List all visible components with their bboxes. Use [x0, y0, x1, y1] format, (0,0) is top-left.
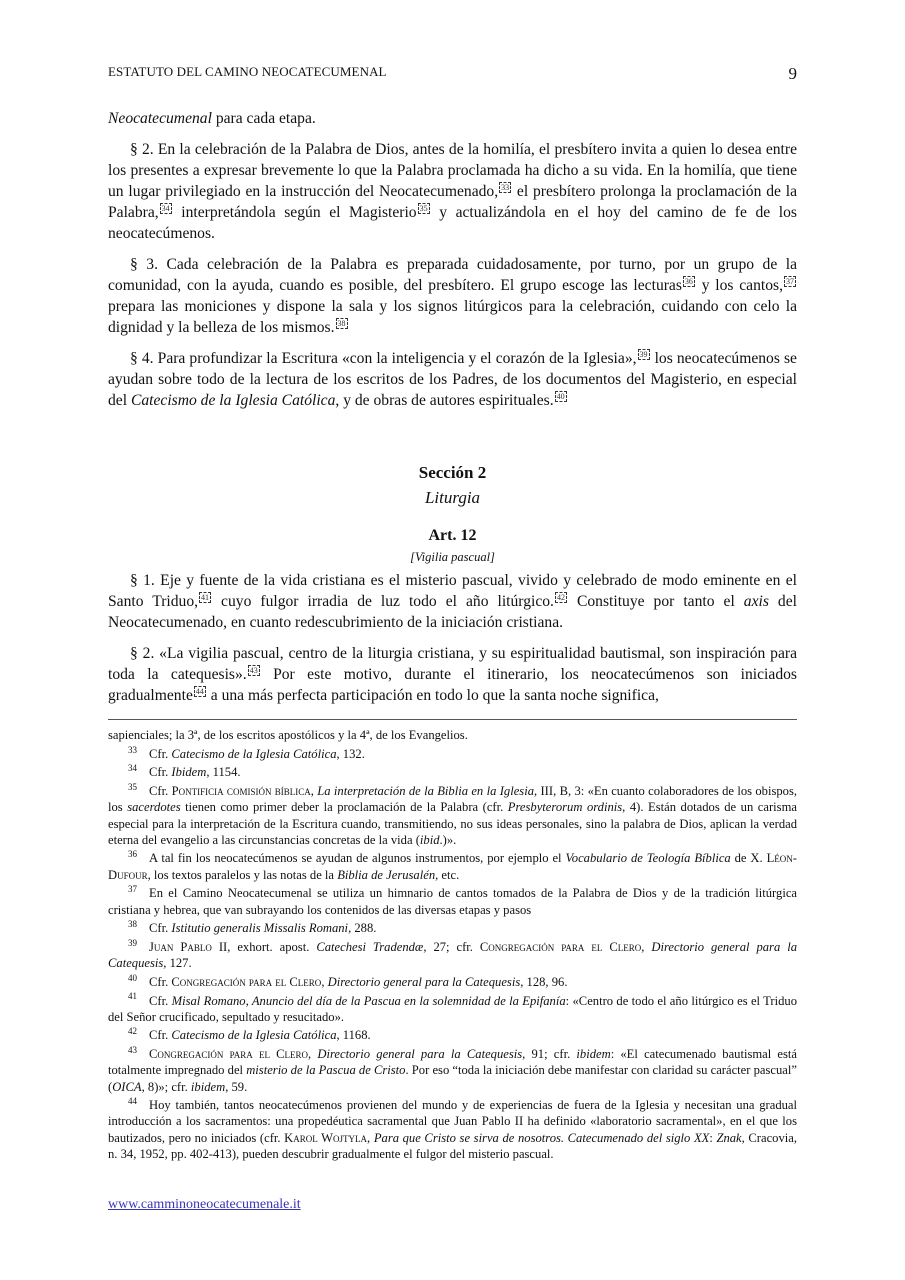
text-run: , 1168. — [336, 1028, 371, 1043]
italic-text: Istitutio generalis Missalis Romani — [171, 921, 349, 936]
italic-text: ibid — [419, 832, 440, 847]
italic-text: Directorio general para la Catequesis — [317, 1047, 523, 1062]
footnote — [108, 993, 797, 1025]
body-text — [108, 108, 797, 421]
text-run: , — [641, 939, 652, 954]
small-caps-text: Congregación para el Clero — [149, 1047, 309, 1062]
text-run: .)». — [439, 832, 457, 847]
footnote-number: 39 — [128, 937, 137, 948]
text-run: de X. — [730, 851, 767, 866]
footnote-reference[interactable]: 42 — [556, 592, 565, 602]
footnote-number: 35 — [128, 781, 137, 792]
text-run: Hoy también, tantos neocatecúmenos provienen del mundo y de experiencias de fuera de la Iglesia y necesitan una gradual introducción a los sacramentos: una propedéutica sacramental que Juan Pablo II ha definido «laboratorio sacramental», en el que los bautizados, pero no iniciados (cfr. — [108, 1098, 797, 1145]
text-run: tienen como primer deber la proclamación de la Palabra (cfr. — [180, 800, 508, 815]
text-run: : «El catecumenado bautismal está totalmente impregnado del — [108, 1047, 798, 1078]
text-run: § 1. Eje y fuente de la vida cristiana es el misterio pascual, vivido y celebrado de modo eminente en el Santo Triduo, — [108, 572, 797, 610]
italic-text: axis — [743, 593, 769, 610]
section-heading — [108, 460, 797, 510]
text-run: Cfr. — [149, 765, 172, 780]
text-run: Cfr. — [149, 1028, 172, 1043]
text-run: Constituye por tanto el — [567, 593, 744, 610]
footnote-reference[interactable]: 38 — [337, 318, 346, 328]
text-run: el presbítero prolonga la proclamación de la Palabra, — [108, 183, 797, 221]
text-run: para cada etapa. — [211, 110, 316, 127]
page-number: 9 — [788, 64, 797, 83]
footnote-reference[interactable]: 36 — [684, 276, 693, 286]
footnote — [108, 974, 797, 990]
text-run: los neocatecúmenos se ayudan sobre todo de la lectura de los escritos de los Padres, de los documentos del Magisterio, en especial del — [108, 350, 797, 409]
footnotes — [108, 727, 797, 1165]
text-run: , — [367, 1130, 374, 1145]
italic-text: Catecismo de la Iglesia Católica — [130, 392, 336, 409]
text-run: , 132. — [336, 746, 365, 761]
italic-text: Vocabulario de Teología Bíblica — [565, 851, 731, 866]
small-caps-text: Karol Wojtyla — [284, 1130, 368, 1145]
text-run: , y de obras de autores espirituales. — [335, 392, 554, 409]
text-run: , 8)»; cfr. — [141, 1079, 191, 1094]
footnote-number: 34 — [128, 763, 137, 774]
footnote-number: 44 — [128, 1096, 137, 1107]
text-run: § 4. Para profundizar la Escritura «con la inteligencia y el corazón de la Iglesia», — [130, 350, 637, 367]
footnote-number: 42 — [128, 1026, 137, 1037]
footnote-divider — [108, 719, 797, 720]
article-subtitle: [Vigilia pascual] — [410, 550, 495, 564]
text-run: , 4). Están dotados de un carisma especial para la interpretación de la Escritura cuando, transmitiendo, no sus ideas personales, sino la palabra de Dios, aplican la verdad eterna del evangelio a las circunstancias concretas de la vida ( — [108, 800, 797, 847]
italic-text: Neocatecumenal — [108, 110, 212, 127]
italic-text: Catecismo de la Iglesia Católica — [171, 1028, 337, 1043]
website-link[interactable]: www.camminoneocatecumenale.it — [108, 1197, 301, 1212]
footnote — [108, 1027, 797, 1043]
text-run: , — [310, 784, 318, 799]
text-run: , 91; cfr. — [522, 1047, 577, 1062]
italic-text: Presbyterorum ordinis — [507, 800, 623, 815]
italic-text: Catechesi Tradendæ — [316, 939, 424, 954]
text-run: , 288. — [348, 921, 377, 936]
italic-text: ibidem — [190, 1079, 226, 1094]
article-heading — [108, 525, 797, 567]
text-run: , los textos paralelos y las notas de la — [147, 867, 338, 882]
text-run: , — [308, 1047, 318, 1062]
text-run: , 127. — [163, 956, 192, 971]
text-run: A tal fin los neocatecúmenos se ayudan de algunos instrumentos, por ejemplo el — [149, 851, 566, 866]
footnote-reference[interactable]: 37 — [785, 276, 794, 286]
footnote-reference[interactable]: 44 — [195, 686, 204, 696]
footnote-reference[interactable]: 39 — [639, 349, 648, 359]
small-caps-text: Juan Pablo — [149, 939, 212, 954]
paragraph — [108, 348, 797, 411]
footnote — [108, 764, 797, 780]
text-run: Cfr. — [149, 974, 172, 989]
text-run: , 27; cfr. — [423, 939, 480, 954]
italic-text: ibidem — [576, 1047, 611, 1062]
footnote-reference[interactable]: 34 — [161, 203, 170, 213]
text-run: , III, B, 3: «En cuanto colaboradores de los obispos, los — [108, 784, 798, 815]
section-title: Sección 2 — [418, 463, 487, 482]
footnote-reference[interactable]: 41 — [201, 592, 210, 602]
text-run: Cfr. — [149, 993, 172, 1008]
paragraph — [108, 643, 797, 706]
text-run: prepara las moniciones y dispone la sala y los signos litúrgicos para la celebración, cuidando con celo la dignidad y la belleza de los mismos. — [108, 298, 797, 336]
footnote — [108, 727, 797, 743]
small-caps-text: Congregación para el Clero — [171, 974, 322, 989]
footnote-reference[interactable]: 43 — [249, 665, 258, 675]
footnote — [108, 885, 797, 917]
text-run: Cfr. — [149, 746, 172, 761]
footnote-number: 38 — [128, 919, 137, 930]
text-run: II, exhort. apost. — [211, 939, 317, 954]
italic-text: Directorio general para la Catequesis — [327, 974, 521, 989]
footnote — [108, 783, 797, 848]
footnote — [108, 746, 797, 762]
footnote — [108, 939, 797, 971]
text-run: y los cantos, — [695, 277, 783, 294]
italic-text: Biblia de Jerusalén — [337, 867, 436, 882]
italic-text: OICA — [112, 1079, 142, 1094]
italic-text: Misal Romano, Anuncio del día de la Pascua en la solemnidad de la Epifanía — [171, 993, 566, 1008]
text-run: sapienciales; la 3ª, de los escritos apostólicos y la 4ª, de los Evangelios. — [108, 728, 468, 742]
text-run: , 1154. — [206, 765, 241, 780]
text-run: , — [321, 974, 328, 989]
italic-text: La interpretación de la Biblia en la Iglesia — [317, 784, 534, 799]
article-title: Art. 12 — [428, 527, 477, 544]
footnote-number: 37 — [128, 884, 137, 895]
text-run: Cfr. — [149, 921, 172, 936]
footnote-number: 41 — [128, 991, 137, 1002]
text-run: En el Camino Neocatecumenal se utiliza un himnario de cantos tomados de la Palabra de Dios y de la tradición litúrgica cristiana y hebrea, que van subrayando los contenidos de las diversas etapas y pasos — [108, 886, 797, 917]
small-caps-text: Congregación para el Clero — [479, 939, 642, 954]
text-run: a una más perfecta participación en todo lo que la santa noche significa, — [206, 687, 659, 704]
footnote-number: 43 — [128, 1044, 137, 1055]
text-run: Cfr. — [149, 784, 172, 799]
small-caps-text: Pontificia comisión bíblica — [171, 784, 311, 799]
paragraph — [108, 139, 797, 244]
footnote — [108, 920, 797, 936]
footnote — [108, 1097, 797, 1162]
italic-text: sacerdotes — [127, 800, 181, 815]
paragraph — [108, 108, 797, 129]
text-run: y actualizándola en el hoy del camino de fe de los neocatecúmenos. — [108, 204, 797, 242]
italic-text: misterio de la Pascua de Cristo — [246, 1063, 406, 1078]
italic-text: Znak — [716, 1130, 742, 1145]
text-run: § 2. En la celebración de la Palabra de Dios, antes de la homilía, el presbítero invita a quien lo desea entre los presentes a expresar brevemente lo que la Palabra proclamada ha dicho a su vida. En la homilía, que tiene un lugar privilegiado en la instrucción del Neocatecumenado, — [108, 141, 797, 200]
text-run: interpretándola según el Magisterio — [172, 204, 417, 221]
text-run: . Por eso “toda la iniciación debe manifestar con claridad su carácter pascual” ( — [108, 1063, 797, 1094]
text-run: Por este motivo, durante el itinerario, los neocatecúmenos son iniciados gradualmente — [108, 666, 797, 704]
footnote-number: 36 — [128, 849, 137, 860]
footnote — [108, 1046, 797, 1095]
text-run: , etc. — [435, 867, 460, 882]
small-caps-text: Léon-Dufour — [108, 851, 797, 882]
section-subtitle: Liturgia — [424, 488, 481, 507]
footnote-reference[interactable]: 33 — [501, 182, 510, 192]
running-header: ESTATUTO DEL CAMINO NEOCATECUMENAL — [108, 64, 387, 79]
text-run: : — [709, 1130, 717, 1145]
text-run: , Cracovia, n. 34, 1952, pp. 402-413), pueden descubrir gradualmente el fulgor del misterio pascual. — [108, 1130, 798, 1161]
italic-text: Ibidem — [171, 765, 207, 780]
paragraph — [108, 570, 797, 633]
footnote-number: 40 — [128, 972, 137, 983]
text-run: : «Centro de todo el año litúrgico es el Triduo del Señor crucificado, sepultado y resucitado». — [108, 993, 797, 1024]
italic-text: Directorio general para la Catequesis — [108, 939, 797, 971]
text-run: § 3. Cada celebración de la Palabra es preparada cuidadosamente, por turno, por un grupo de la comunidad, con la ayuda, cuando es posible, del presbítero. El grupo escoge las lecturas — [108, 256, 797, 294]
italic-text: Catecismo de la Iglesia Católica — [171, 746, 337, 761]
footnote — [108, 850, 797, 882]
text-run: del Neocatecumenado, en cuanto redescubrimiento de la iniciación cristiana. — [108, 593, 797, 631]
article-text — [108, 570, 797, 716]
footnote-reference[interactable]: 40 — [556, 391, 565, 401]
footnote-number: 33 — [128, 744, 137, 755]
italic-text: Para que Cristo se sirva de nosotros. Catecumenado del siglo XX — [373, 1130, 710, 1145]
text-run: , 128, 96. — [520, 974, 568, 989]
text-run: cuyo fulgor irradia de luz todo el año litúrgico. — [212, 593, 554, 610]
paragraph — [108, 254, 797, 338]
text-run: , 59. — [225, 1079, 248, 1094]
text-run: § 2. «La vigilia pascual, centro de la liturgia cristiana, y su espiritualidad bautismal, son inspiración para toda la catequesis». — [108, 645, 797, 683]
footnote-reference[interactable]: 35 — [419, 203, 428, 213]
